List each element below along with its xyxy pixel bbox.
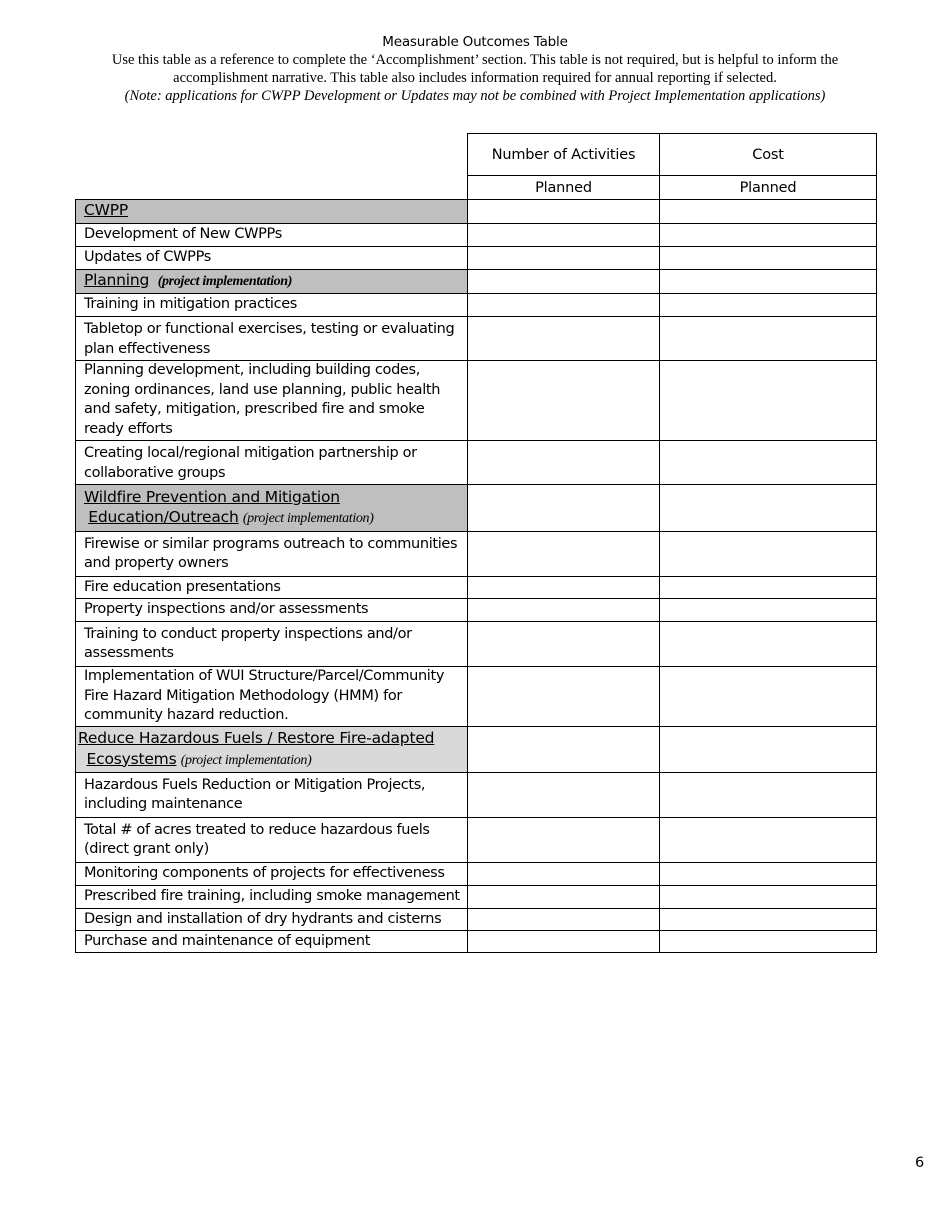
section-header-cwpp [76, 200, 468, 224]
table-row-label: Property inspections and/or assessments [76, 599, 468, 622]
planned-activities-input[interactable] [468, 270, 660, 294]
note-text: (Note: applications for CWPP Development or Updates may not be combined with Project Implementation applications) [124, 88, 826, 104]
subheader-planned-cost: Planned [660, 176, 877, 200]
planned-cost-input[interactable] [660, 224, 877, 247]
planned-cost-input[interactable] [660, 577, 877, 599]
planned-activities-input[interactable] [468, 317, 660, 361]
planned-cost-input[interactable] [660, 931, 877, 953]
planned-activities-input[interactable] [468, 727, 660, 773]
table-row-label: Training in mitigation practices [76, 294, 468, 317]
planned-activities-input[interactable] [468, 577, 660, 599]
table-row-label: Purchase and maintenance of equipment [76, 931, 468, 953]
table-row-label: Fire education presentations [76, 577, 468, 599]
section-subtitle: (project implementation) [242, 511, 374, 526]
table-row-label: Prescribed fire training, including smoke management [76, 886, 468, 909]
planned-cost-input[interactable] [660, 622, 877, 667]
planned-cost-input[interactable] [660, 599, 877, 622]
planned-activities-input[interactable] [468, 818, 660, 863]
table-row-label: Creating local/regional mitigation partnership or collaborative groups [76, 441, 468, 485]
planned-activities-input[interactable] [468, 200, 660, 224]
blank-header-cell [76, 176, 468, 200]
table-row-label: Firewise or similar programs outreach to communities and property owners [76, 532, 468, 577]
section-subtitle: (project implementation) [180, 752, 312, 768]
planned-activities-input[interactable] [468, 532, 660, 577]
section-title: Education/Outreach [88, 508, 239, 526]
section-header-hazardous-fuels [76, 727, 468, 773]
column-header-cost: Cost [660, 134, 877, 176]
intro-text: Use this table as a reference to complete the ‘Accomplishment’ section. This table is not required, but is helpful to inform the accomplishment narrative. This table also includes information required for annual reporting if selected. [111, 52, 839, 86]
planned-activities-input[interactable] [468, 909, 660, 931]
planned-cost-input[interactable] [660, 909, 877, 931]
planned-cost-input[interactable] [660, 818, 877, 863]
section-title: CWPP [84, 201, 129, 220]
planned-activities-input[interactable] [468, 441, 660, 485]
planned-cost-input[interactable] [660, 532, 877, 577]
blank-header-cell [76, 134, 468, 176]
planned-activities-input[interactable] [468, 863, 660, 886]
planned-activities-input[interactable] [468, 294, 660, 317]
subheader-planned-activities: Planned [468, 176, 660, 200]
planned-activities-input[interactable] [468, 667, 660, 727]
table-row-label: Tabletop or functional exercises, testing or evaluating plan effectiveness [76, 317, 468, 361]
planned-cost-input[interactable] [660, 863, 877, 886]
planned-cost-input[interactable] [660, 247, 877, 270]
planned-cost-input[interactable] [660, 667, 877, 727]
table-row-label: Design and installation of dry hydrants and cisterns [76, 909, 468, 931]
planned-activities-input[interactable] [468, 224, 660, 247]
planned-cost-input[interactable] [660, 361, 877, 441]
planned-cost-input[interactable] [660, 727, 877, 773]
planned-cost-input[interactable] [660, 886, 877, 909]
measurable-outcomes-table [75, 133, 877, 953]
planned-activities-input[interactable] [468, 886, 660, 909]
column-header-activities: Number of Activities [468, 134, 660, 176]
table-row-label: Updates of CWPPs [76, 247, 468, 270]
table-row-label: Implementation of WUI Structure/Parcel/Community Fire Hazard Mitigation Methodology (HMM) for community hazard reduction. [76, 667, 468, 727]
planned-cost-input[interactable] [660, 200, 877, 224]
planned-cost-input[interactable] [660, 441, 877, 485]
planned-cost-input[interactable] [660, 773, 877, 818]
section-title: Wildfire Prevention and Mitigation [84, 487, 340, 506]
planned-activities-input[interactable] [468, 773, 660, 818]
planned-activities-input[interactable] [468, 485, 660, 532]
planned-activities-input[interactable] [468, 931, 660, 953]
page-number: 6 [915, 1155, 925, 1171]
planned-activities-input[interactable] [468, 361, 660, 441]
planned-activities-input[interactable] [468, 247, 660, 270]
table-row-label: Planning development, including building codes, zoning ordinances, land use planning, public health and safety, mitigation, prescribed fire and smoke ready efforts [76, 361, 468, 441]
section-subtitle: (project implementation) [157, 274, 293, 290]
planned-cost-input[interactable] [660, 294, 877, 317]
section-header-wildfire-prevention [76, 485, 468, 532]
planned-cost-input[interactable] [660, 270, 877, 294]
table-row-label: Total # of acres treated to reduce hazardous fuels (direct grant only) [76, 818, 468, 863]
section-title: Ecosystems [86, 749, 177, 768]
table-row-label: Training to conduct property inspections and/or assessments [76, 622, 468, 667]
planned-activities-input[interactable] [468, 599, 660, 622]
planned-cost-input[interactable] [660, 317, 877, 361]
table-row-label: Hazardous Fuels Reduction or Mitigation Projects, including maintenance [76, 773, 468, 818]
planned-activities-input[interactable] [468, 622, 660, 667]
table-row-label: Monitoring components of projects for effectiveness [76, 863, 468, 886]
section-title: Planning [84, 271, 150, 290]
page-header [0, 33, 950, 105]
section-header-planning [76, 270, 468, 294]
section-title: Reduce Hazardous Fuels / Restore Fire-adapted [78, 729, 435, 747]
table-row-label: Development of New CWPPs [76, 224, 468, 247]
page-title: Measurable Outcomes Table [382, 34, 568, 50]
planned-cost-input[interactable] [660, 485, 877, 532]
